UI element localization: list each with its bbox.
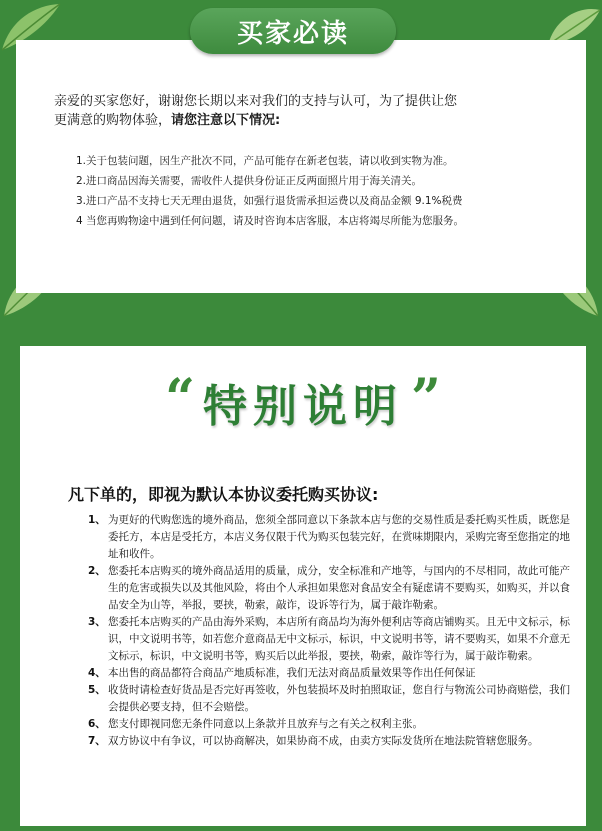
notice-panel [0, 0, 602, 318]
term-text: 双方协议中有争议，可以协商解决，如果协商不成，由卖方实际发货所在地法院管辖您服务。 [108, 735, 539, 747]
intro-text [54, 92, 564, 130]
term-number: 4、 [88, 667, 106, 679]
special-note-heading [20, 368, 586, 432]
term-number: 6、 [88, 718, 106, 730]
special-note-card [20, 346, 586, 826]
term-text: 您委托本店购买的产品由海外采购，本店所有商品均为海外便利店等商店铺购买。且无中文标示，标识，中文说明书等，如若您介意商品无中文标示，标识，中文说明书等，请不要购买，如果不介意无文标示，标识，中文说明书等，购买后以此举报，要挟，勒索，敲诈等行为，属于敲诈勒索。 [108, 616, 570, 662]
agreement-heading: 凡下单的，即视为默认本协议委托购买协议: [68, 485, 379, 504]
term-item [88, 512, 572, 563]
notice-item-1: 1.关于包装问题，因生产批次不同，产品可能存在新老包装，请以收到实物为准。 [76, 155, 454, 167]
term-item [88, 563, 572, 614]
term-item [88, 665, 572, 682]
notice-card [16, 40, 586, 293]
notice-item-2: 2.进口商品因海关需要，需收件人提供身份证正反两面照片用于海关清关。 [76, 175, 423, 187]
term-number: 5、 [88, 684, 106, 696]
notice-list [76, 153, 566, 233]
term-number: 7、 [88, 735, 106, 747]
term-item [88, 716, 572, 733]
term-text: 您支付即视同您无条件同意以上条款并且放弃与之有关之权利主张。 [108, 718, 423, 730]
special-note-title: 特别说明 [203, 381, 403, 432]
term-text: 本出售的商品都符合商品产地质标准，我们无法对商品质量效果等作出任何保证 [108, 667, 476, 679]
terms-list [88, 512, 572, 750]
term-number: 2、 [88, 565, 106, 577]
term-item [88, 733, 572, 750]
intro-bold: 请您注意以下情况: [171, 113, 281, 128]
buyer-notice-title: 买家必读 [236, 18, 349, 49]
term-item [88, 682, 572, 716]
term-item [88, 614, 572, 665]
close-quote: ” [411, 368, 441, 429]
term-number: 3、 [88, 616, 106, 628]
term-text: 为更好的代购您选的境外商品，您须全部同意以下条款本店与您的交易性质是委托购买性质，既您是委托方，本店是受托方，本店义务仅限于代为购买包装完好，在赏味期限内，采购完寄至您指定的地址和收件。 [108, 514, 570, 560]
intro-line-1: 亲爱的买家您好，谢谢您长期以来对我们的支持与认可，为了提供让您 [54, 94, 458, 109]
special-note-panel [0, 318, 602, 831]
intro-line-2: 更满意的购物体验， [54, 113, 172, 128]
notice-item-4: 4 当您再购物途中遇到任何问题，请及时咨询本店客服，本店将竭尽所能为您服务。 [76, 215, 465, 227]
term-text: 您委托本店购买的境外商品适用的质量，成分，安全标准和产地等，与国内的不尽相同，故此可能产生的危害或损失以及其他风险，将由个人承担如果您对食品安全有疑虑请不要购买，如购买，并以食品安全为山等，举报，要挟，勒索，敲诈，设诉等行为，属于敲诈勒索。 [108, 565, 570, 611]
open-quote: “ [165, 368, 195, 429]
notice-item-3: 3.进口产品不支持七天无理由退货，如强行退货需承担运费以及商品金额 9.1%税费 [76, 195, 463, 207]
buyer-notice-title-banner [190, 8, 396, 54]
term-text: 收货时请检查好货品是否完好再签收，外包装损坏及时拍照取证，您自行与物流公司协商赔偿，我们会提供必要支持，但不会赔偿。 [108, 684, 570, 713]
term-number: 1、 [88, 514, 106, 526]
